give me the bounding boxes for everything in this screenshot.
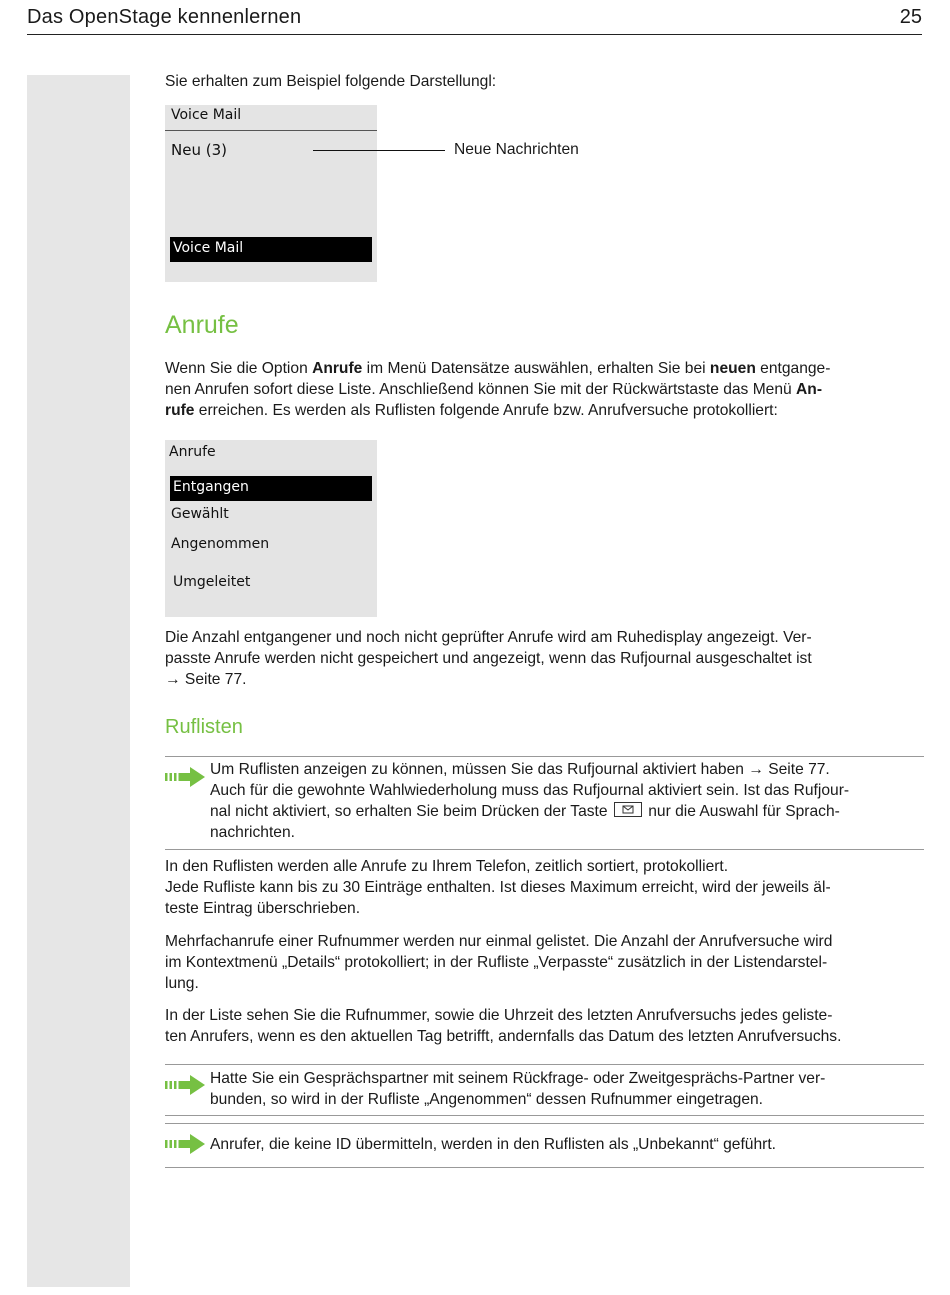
- anrufe-paragraph: Wenn Sie die Option Anrufe im Menü Datensätze auswählen, erhalten Sie bei neuen entgange- nen Anrufen sofort diese Liste. Anschließend können Sie mit der Rückwärtstaste das Menü An- rufe erreichen. Es werden als Ruflisten folgende Anrufe bzw. Anrufversuche protokolliert:: [165, 360, 831, 419]
- page-header: [27, 0, 922, 35]
- voicemail-display: [165, 105, 377, 282]
- display-item-neu: Neu (3): [171, 141, 227, 159]
- section-heading-anrufe: Anrufe: [165, 311, 239, 339]
- intro-text: Sie erhalten zum Beispiel folgende Darstellungl:: [165, 73, 497, 90]
- ruflisten-paragraph-3: In der Liste sehen Sie die Rufnummer, sowie die Uhrzeit des letzten Anrufversuchs jedes geliste- ten Anrufers, wenn es den aktuellen Tag betrifft, andernfalls das Datum des letzten Anrufversuchs.: [165, 1007, 842, 1045]
- note-arrow-icon: [165, 1074, 207, 1096]
- note-box-rufjournal: Um Ruflisten anzeigen zu können, müssen Sie das Rufjournal aktiviert haben → Seite 77. Auch für die gewohnte Wahlwiederholung muss das Rufjournal aktiviert sein. Ist das Rufjour- nal nicht aktiviert, so erhalten Sie beim Drücken der Taste nur die Auswahl für Sprach- nachrichten.: [165, 756, 924, 850]
- page-reference-link[interactable]: → Seite 77.: [165, 671, 247, 688]
- display-selected-item: [170, 237, 372, 262]
- note-arrow-icon: [165, 766, 207, 788]
- note-box-unbekannt: [165, 1123, 924, 1168]
- section-heading-ruflisten: Ruflisten: [165, 716, 243, 738]
- missed-calls-paragraph: Die Anzahl entgangener und noch nicht geprüfter Anrufe wird am Ruhedisplay angezeigt. Ver- passte Anrufe werden nicht gespeichert und angezeigt, wenn das Rufjournal ausgeschaltet ist → Seite 77.: [165, 627, 923, 690]
- display-item-umgeleitet: Umgeleitet: [173, 574, 251, 590]
- note-text: Anrufer, die keine ID übermitteln, werden in den Ruflisten als „Unbekannt“ geführt.: [210, 1136, 777, 1153]
- callout-line: [313, 150, 445, 151]
- display-divider: [165, 130, 377, 131]
- left-margin-bar: [27, 75, 130, 1287]
- ruflisten-paragraph-2: Mehrfachanrufe einer Rufnummer werden nur einmal gelistet. Die Anzahl der Anrufversuche wird im Kontextmenü „Details“ protokolliert; in der Rufliste „Verpasste“ zusätzlich in der Listendarstel- lung.: [165, 933, 833, 992]
- display-selected-item: [170, 476, 372, 501]
- callout-label: Neue Nachrichten: [454, 141, 579, 158]
- note-arrow-icon: [165, 1133, 207, 1155]
- page-number: 25: [899, 6, 922, 28]
- display-title: Anrufe: [169, 444, 216, 460]
- calls-display: [165, 440, 377, 617]
- note-box-rueckfrage: Hatte Sie ein Gesprächspartner mit seinem Rückfrage- oder Zweitgesprächs-Partner ver- bunden, so wird in der Rufliste „Angenommen“ dessen Rufnummer eingetragen.: [165, 1064, 924, 1116]
- display-item-angenommen: Angenommen: [171, 536, 270, 552]
- display-title: Voice Mail: [171, 107, 242, 123]
- ruflisten-paragraph-1: In den Ruflisten werden alle Anrufe zu Ihrem Telefon, zeitlich sortiert, protokolliert. Jede Rufliste kann bis zu 30 Einträge enthalten. Ist dieses Maximum erreicht, wird der jeweils äl- teste Eintrag überschrieben.: [165, 858, 831, 917]
- chapter-title: Das OpenStage kennenlernen: [27, 6, 302, 28]
- display-item-gewaehlt: Gewählt: [171, 506, 229, 522]
- selected-label: Entgangen: [173, 479, 249, 495]
- selected-label: Voice Mail: [173, 240, 244, 256]
- mail-key-icon: [614, 802, 642, 817]
